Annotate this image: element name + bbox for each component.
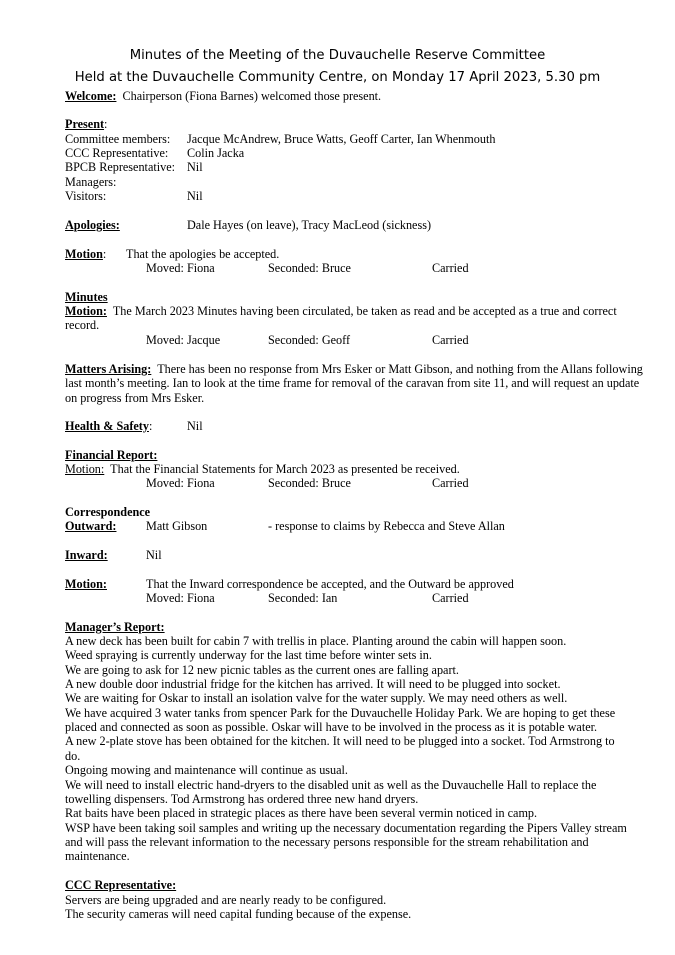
report-line: A new deck has been built for cabin 7 with trellis in place. Planting around the cabin will happen soon.: [65, 634, 567, 648]
report-line: Rat baits have been placed in strategic places as there have been several vermin noticed in camp.: [65, 806, 538, 820]
motion-label: Motion:: [65, 304, 107, 318]
motion-label: Motion:: [65, 577, 107, 591]
report-line: A new 2-plate stove has been obtained for the kitchen. It will need to be plugged into a socket. Tod Armstrong to: [65, 734, 615, 748]
matters-arising-section: [65, 362, 650, 405]
moved-by: Moved: Fiona: [146, 261, 215, 275]
welcome-label: Welcome:: [65, 89, 117, 103]
present-role: Visitors:: [65, 189, 107, 203]
report-line: placed and connected as soon as possible. Oskar will have to be involved in the process as it is potable water.: [65, 720, 598, 734]
minutes-heading: Minutes: [65, 290, 108, 304]
apologies-motion: Motion:: [65, 247, 107, 261]
report-line: maintenance.: [65, 849, 130, 863]
minutes-motion: [65, 304, 650, 333]
seconded-by: Seconded: Bruce: [268, 476, 351, 490]
present-heading: Present:: [65, 117, 108, 131]
motion-result: Carried: [432, 591, 469, 605]
meeting-subtitle: Held at the Duvauchelle Community Centre, on Monday 17 April 2023, 5.30 pm: [74, 70, 601, 85]
motion-text: The March 2023 Minutes having been circulated, be taken as read and be accepted as a true and correct record.: [65, 304, 617, 333]
motion-text: That the apologies be accepted.: [126, 247, 280, 261]
present-role: Committee members:: [65, 132, 171, 146]
moved-by: Moved: Jacque: [146, 333, 221, 347]
motion-label: Motion: [65, 247, 103, 261]
health-safety-heading: Health & Safety:: [65, 419, 153, 433]
health-safety-text: Nil: [187, 419, 203, 433]
present-role: BPCB Representative:: [65, 160, 176, 174]
managers-report-heading: Manager’s Report:: [65, 620, 165, 634]
correspondence-heading: Correspondence: [65, 505, 151, 519]
motion-result: Carried: [432, 261, 469, 275]
seconded-by: Seconded: Geoff: [268, 333, 351, 347]
motion-text: That the Financial Statements for March 2023 as presented be received.: [110, 462, 460, 476]
present-names: Jacque McAndrew, Bruce Watts, Geoff Carter, Ian Whenmouth: [187, 132, 496, 146]
motion-result: Carried: [432, 476, 469, 490]
inward-text: Nil: [146, 548, 162, 562]
ccc-rep-heading: CCC Representative:: [65, 878, 177, 892]
ccc-rep-line: Servers are being upgraded and are nearly ready to be configured.: [65, 893, 387, 907]
inward-label: Inward:: [65, 548, 108, 562]
present-label: Present: [65, 117, 105, 131]
moved-by: Moved: Fiona: [146, 476, 215, 490]
motion-text: That the Inward correspondence be accepted, and the Outward be approved: [146, 577, 514, 591]
present-names: Nil: [187, 189, 203, 203]
ccc-rep-line: The security cameras will need capital funding because of the expense.: [65, 907, 412, 921]
matters-arising-text: There has been no response from Mrs Esker or Matt Gibson, and nothing from the Allans following last month’s meeting. Ian to look at the time frame for removal of the caravan from site 11, and will request an update on progress from Mrs Esker.: [65, 362, 643, 405]
matters-arising-label: Matters Arising:: [65, 362, 152, 376]
apologies-text: Dale Hayes (on leave), Tracy MacLeod (sickness): [187, 218, 432, 232]
report-line: towelling dispensers. Tod Armstrong has ordered three new hand dryers.: [65, 792, 419, 806]
present-names: Nil: [187, 160, 203, 174]
financial-motion: [65, 462, 460, 476]
outward-text: - response to claims by Rebecca and Steve Allan: [268, 519, 505, 533]
report-line: We will need to install electric hand-dryers to the disabled unit as well as the Duvauchelle Hall to replace the: [65, 778, 597, 792]
report-line: A new double door industrial fridge for the kitchen has arrived. It will need to be plugged into socket.: [65, 677, 561, 691]
present-role: Managers:: [65, 175, 117, 189]
report-line: Weed spraying is currently underway for the last time before winter sets in.: [65, 648, 432, 662]
outward-name: Matt Gibson: [146, 519, 208, 533]
outward-label: Outward:: [65, 519, 117, 533]
report-line: and will pass the relevant information to the necessary persons responsible for the stream rehabilitation and: [65, 835, 589, 849]
present-role: CCC Representative:: [65, 146, 169, 160]
report-line: We are going to ask for 12 new picnic tables as the current ones are falling apart.: [65, 663, 459, 677]
motion-result: Carried: [432, 333, 469, 347]
report-line: We are waiting for Oskar to install an isolation valve for the water supply. We may need others as well.: [65, 691, 568, 705]
seconded-by: Seconded: Bruce: [268, 261, 351, 275]
report-line: WSP have been taking soil samples and writing up the necessary documentation regarding the Pipers Valley stream: [65, 821, 627, 835]
apologies-label: Apologies:: [65, 218, 120, 232]
report-line: Ongoing mowing and maintenance will continue as usual.: [65, 763, 348, 777]
present-names: Colin Jacka: [187, 146, 245, 160]
health-safety-label: Health & Safety: [65, 419, 149, 433]
seconded-by: Seconded: Ian: [268, 591, 338, 605]
moved-by: Moved: Fiona: [146, 591, 215, 605]
welcome-section: [65, 89, 381, 103]
welcome-text: Chairperson (Fiona Barnes) welcomed those present.: [122, 89, 382, 103]
motion-label: Motion:: [65, 462, 105, 476]
financial-heading: Financial Report:: [65, 448, 158, 462]
report-line: do.: [65, 749, 81, 763]
report-line: We have acquired 3 water tanks from spencer Park for the Duvauchelle Holiday Park. We are hoping to get these: [65, 706, 616, 720]
meeting-title: Minutes of the Meeting of the Duvauchelle Reserve Committee: [129, 48, 546, 63]
